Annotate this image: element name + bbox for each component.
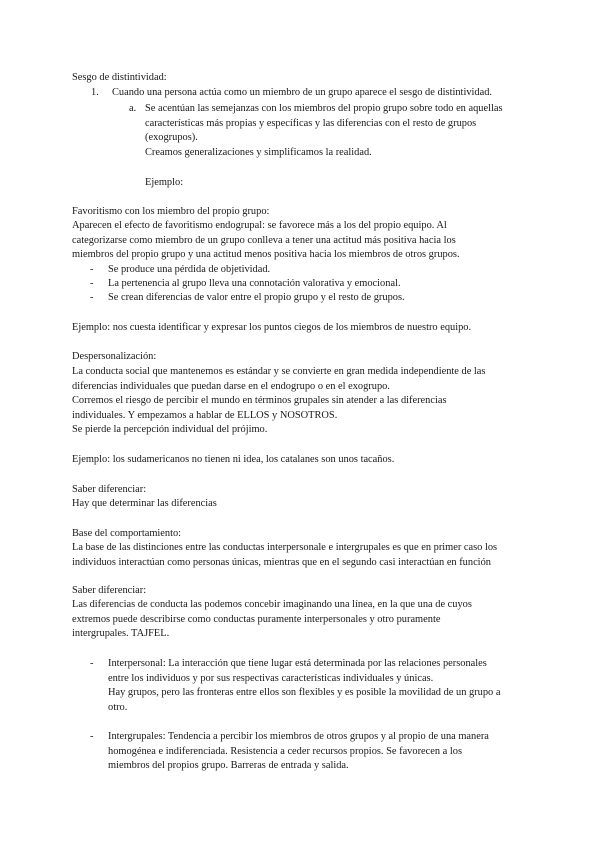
- bullet-dash: -: [90, 658, 94, 669]
- bullet-dash: -: [90, 731, 94, 742]
- example-favoritismo: Ejemplo: nos cuesta identificar y expresar los puntos ciegos de los miembros de nuestro equipo.: [72, 322, 472, 333]
- bullet-dash: -: [90, 292, 94, 303]
- heading-sesgo: Sesgo de distintividad:: [72, 72, 167, 83]
- bullet-text: Se produce una pérdida de objetividad.: [108, 264, 271, 275]
- bullet-text: La pertenencia al grupo lleva una connotación valorativa y emocional.: [108, 278, 401, 289]
- heading-favoritismo: Favoritismo con los miembro del propio grupo:: [72, 206, 270, 217]
- list-item-text: Cuando una persona actúa como un miembro de un grupo aparece el sesgo de distintividad.: [112, 87, 493, 98]
- example-label: Ejemplo:: [145, 177, 184, 188]
- bullet-interpersonal: Interpersonal: La interacción que tiene lugar está determinada por las relaciones personales entre los individuos y por sus respectivas características individuales y únicas. Hay grupos, pero las fronteras entre ellos son flexibles y es posible la movilidad de un grupo a otro.: [108, 658, 501, 713]
- paragraph-favoritismo: Aparecen el efecto de favoritismo endogrupal: se favorece más a los del propio equipo. Al categorizarse como miembro de un grupo conlleva a tener una actitud más positiva hacia los miembros del propio grupo y una actitud menos positiva hacia los miembros de otros grupos.: [72, 220, 460, 260]
- list-number: 1.: [91, 87, 99, 98]
- example-despersonalizacion: Ejemplo: los sudamericanos no tienen ni idea, los catalanes son unos tacaños.: [72, 454, 395, 465]
- bullet-text: Se crean diferencias de valor entre el propio grupo y el resto de grupos.: [108, 292, 405, 303]
- paragraph-saber-diferenciar: Hay que determinar las diferencias: [72, 498, 217, 509]
- heading-despersonalizacion: Despersonalización:: [72, 351, 157, 362]
- bullet-dash: -: [90, 264, 94, 275]
- paragraph-base-comportamiento: La base de las distinciones entre las conductas interpersonale e intergrupales es que en primer caso los individuos interactúan como personas únicas, mientras que en el segundo casi interactúan en función: [72, 542, 498, 568]
- heading-saber-diferenciar: Saber diferenciar:: [72, 484, 147, 495]
- paragraph-despersonalizacion: La conducta social que mantenemos es estándar y se convierte en gran medida independiente de las diferencias individuales que puedan darse en el endogrupo o en el exogrupo. Corremos el riesgo de percibir el mundo en términos grupales sin atender a las diferencias individuales. Y empezamos a hablar de ELLOS y NOSOTROS. Se pierde la percepción individual del prójimo.: [72, 366, 486, 435]
- heading-saber-diferenciar-2: Saber diferenciar:: [72, 585, 147, 596]
- paragraph-tajfel: Las diferencias de conducta las podemos concebir imaginando una línea, en la que una de cuyos extremos puede describirse como conductas puramente interpersonales y otro puramente intergrupales. TAJFEL.: [72, 599, 472, 639]
- heading-base-comportamiento: Base del comportamiento:: [72, 528, 182, 539]
- bullet-intergrupales: Intergrupales: Tendencia a percibir los miembros de otros grupos y al propio de una manera homogénea e indiferenciada. Resistencia a ceder recursos propios. Se favorecen a los miembros del propios grupo. Barreras de entrada y salida.: [108, 731, 489, 771]
- sublist-letter: a.: [129, 103, 137, 114]
- bullet-dash: -: [90, 278, 94, 289]
- sublist-item-text: Se acentúan las semejanzas con los miembros del propio grupo sobre todo en aquellas características más propias y específicas y las diferencias con el resto de grupos (exogrupos). Creamos generalizaciones y simplificamos la realidad.: [145, 103, 503, 158]
